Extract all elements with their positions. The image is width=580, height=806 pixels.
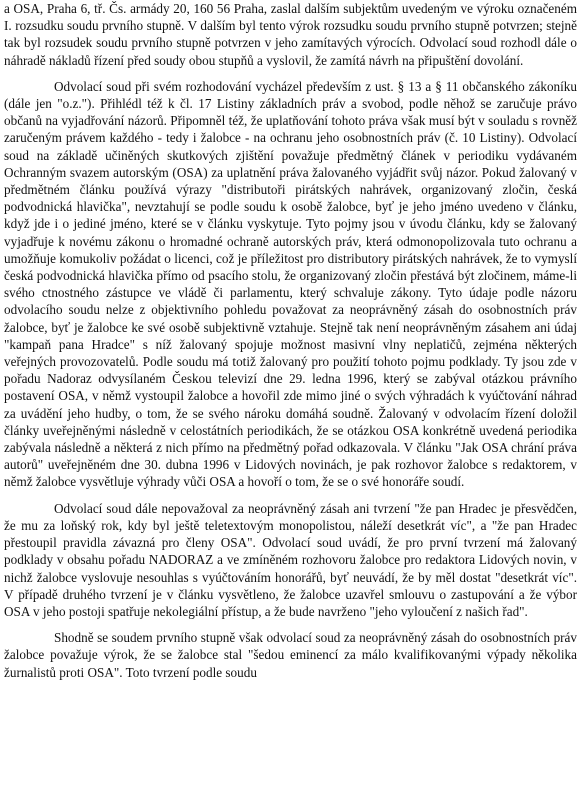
paragraph-4: Shodně se soudem prvního stupně však odvolací soud za neoprávněný zásah do osobnostních práv žalobce považuje výrok, že se žalobce stal "šedou eminencí za málo kvalifikovanými výpady několika žurnalistů proti OSA". Toto tvrzení podle soudu — [4, 630, 577, 680]
paragraph-2: Odvolací soud při svém rozhodování vycházel především z ust. § 13 a § 11 občanského zákoníku (dále jen "o.z."). Přihlédl též k čl. 17 Listiny základních práv a svobod, podle něhož se zaručuje právo občanů na vyjadřování názorů. Připomněl též, že uplatňování tohoto práva však musí být v souladu s rovněž zaručeným právem každého - tedy i žalobce - na ochranu jeho osobnostních práv (č. 10 Listiny). Odvolací soud na základě učiněných skutkových zjištění považuje předmětný článek v periodiku vydávaném Ochranným svazem autorským (OSA) za uplatnění práva žalovaného vyjádřit svůj názor. Pokud žalovaný v předmětném článku používá výrazy "distributoři pirátských nahrávek, organizovaný zločin, česká podvodnická hlavička", nevztahují se podle soudu k osobě žalobce, byť je jeho jméno uvedeno v článku, když jde i o jediné jméno, které se v článku vyskytuje. Tyto pojmy jsou v úvodu článku, kdy se žalovaný vyjadřuje k novému zákonu o hromadné ochraně autorských práv, která odmonopolizovala tuto ochranu a umožňuje komukoliv požádat o licenci, což je příležitost pro distributory pirátských nahrávek, že to vymyslí česká podvodnická hlavička přímo od psacího stolu, že organizovaný zločin přestává být zločinem, máme-li svého ctnostného zástupce ve vládě či parlamentu, který schvaluje zákony. Tyto údaje podle názoru odvolacího soudu nelze z objektivního pohledu považovat za neoprávněný zásah do osobnostních práv žalobce, byť je žalobce ke své osobě subjektivně vztahuje. Stejně tak není neoprávněným zásahem ani údaj "kampaň pana Hradce" s níž žalovaný spojuje možnost masivní vlny neplatičů, zejména některých veřejných provozovatelů. Podle soudu má totiž žalovaný pro použití tohoto pojmu podklady. Ty jsou zde v pořadu Nadoraz odvysílaném Českou televizí dne 29. ledna 1996, který se zabýval otázkou právního postavení OSA, v němž vystoupil žalobce a hovořil zde mimo jiné o svých výhradách k vyúčtování náhrad za uvádění jeho hudby, o tom, že se svého nároku domáhá soudně. Žalovaný v odvolacím řízení doložil články uveřejněnými následně v celostátních periodikách, že se otázkou OSA konkrétně uvedená periodika zabývala následně a některá z nich přímo na předmětný pořad odkazovala. V článku "Jak OSA chrání práva autorů" uveřejněném dne 30. dubna 1996 v Lidových novinách, je pak rozhovor žalobce s redaktorem, v němž žalobce vysvětluje výhrady vůči OSA a hovoří o tom, že se o své honoráře soudí. — [4, 78, 577, 490]
paragraph-1: a OSA, Praha 6, tř. Čs. armády 20, 160 56 Praha, zaslal dalším subjektům uvedeným ve výroku označeném I. rozsudku soudu prvního stupně. V dalším byl tento výrok rozsudku soudu prvního stupně potvrzen; stejně tak byl rozsudek soudu prvního stupně potvrzen v jeho zamítavých výrocích. Odvolací soud rozhodl dále o náhradě nákladů řízení před soudy obou stupňů a vyslovil, že zamítá návrh na připuštění dovolání. — [4, 1, 577, 68]
paragraph-3: Odvolací soud dále nepovažoval za neoprávněný zásah ani tvrzení "že pan Hradec je přesvědčen, že mu za loňský rok, kdy byl ještě teletextovým monopolistou, náleží desetkrát víc", a "že pan Hradec přestoupil pravidla závazná pro členy OSA". Odvolací soud uvádí, že pro první tvrzení má žalovaný podklady v obsahu pořadu NADORAZ a ve zmíněném rozhovoru žalobce pro redaktora Lidových novin, v nichž žalobce vyslovuje nesouhlas s vyúčtováním honorářů, byť neuvádí, že by měl dostat "desetkrát víc". V případě druhého tvrzení je v článku vysvětleno, že žalobce uzavřel smlouvu o zastupování a že výbor OSA v jeho postoji spatřuje nekolegiální přístup, a že bude navrženo "jeho vyloučení z našich řad". — [4, 500, 577, 619]
